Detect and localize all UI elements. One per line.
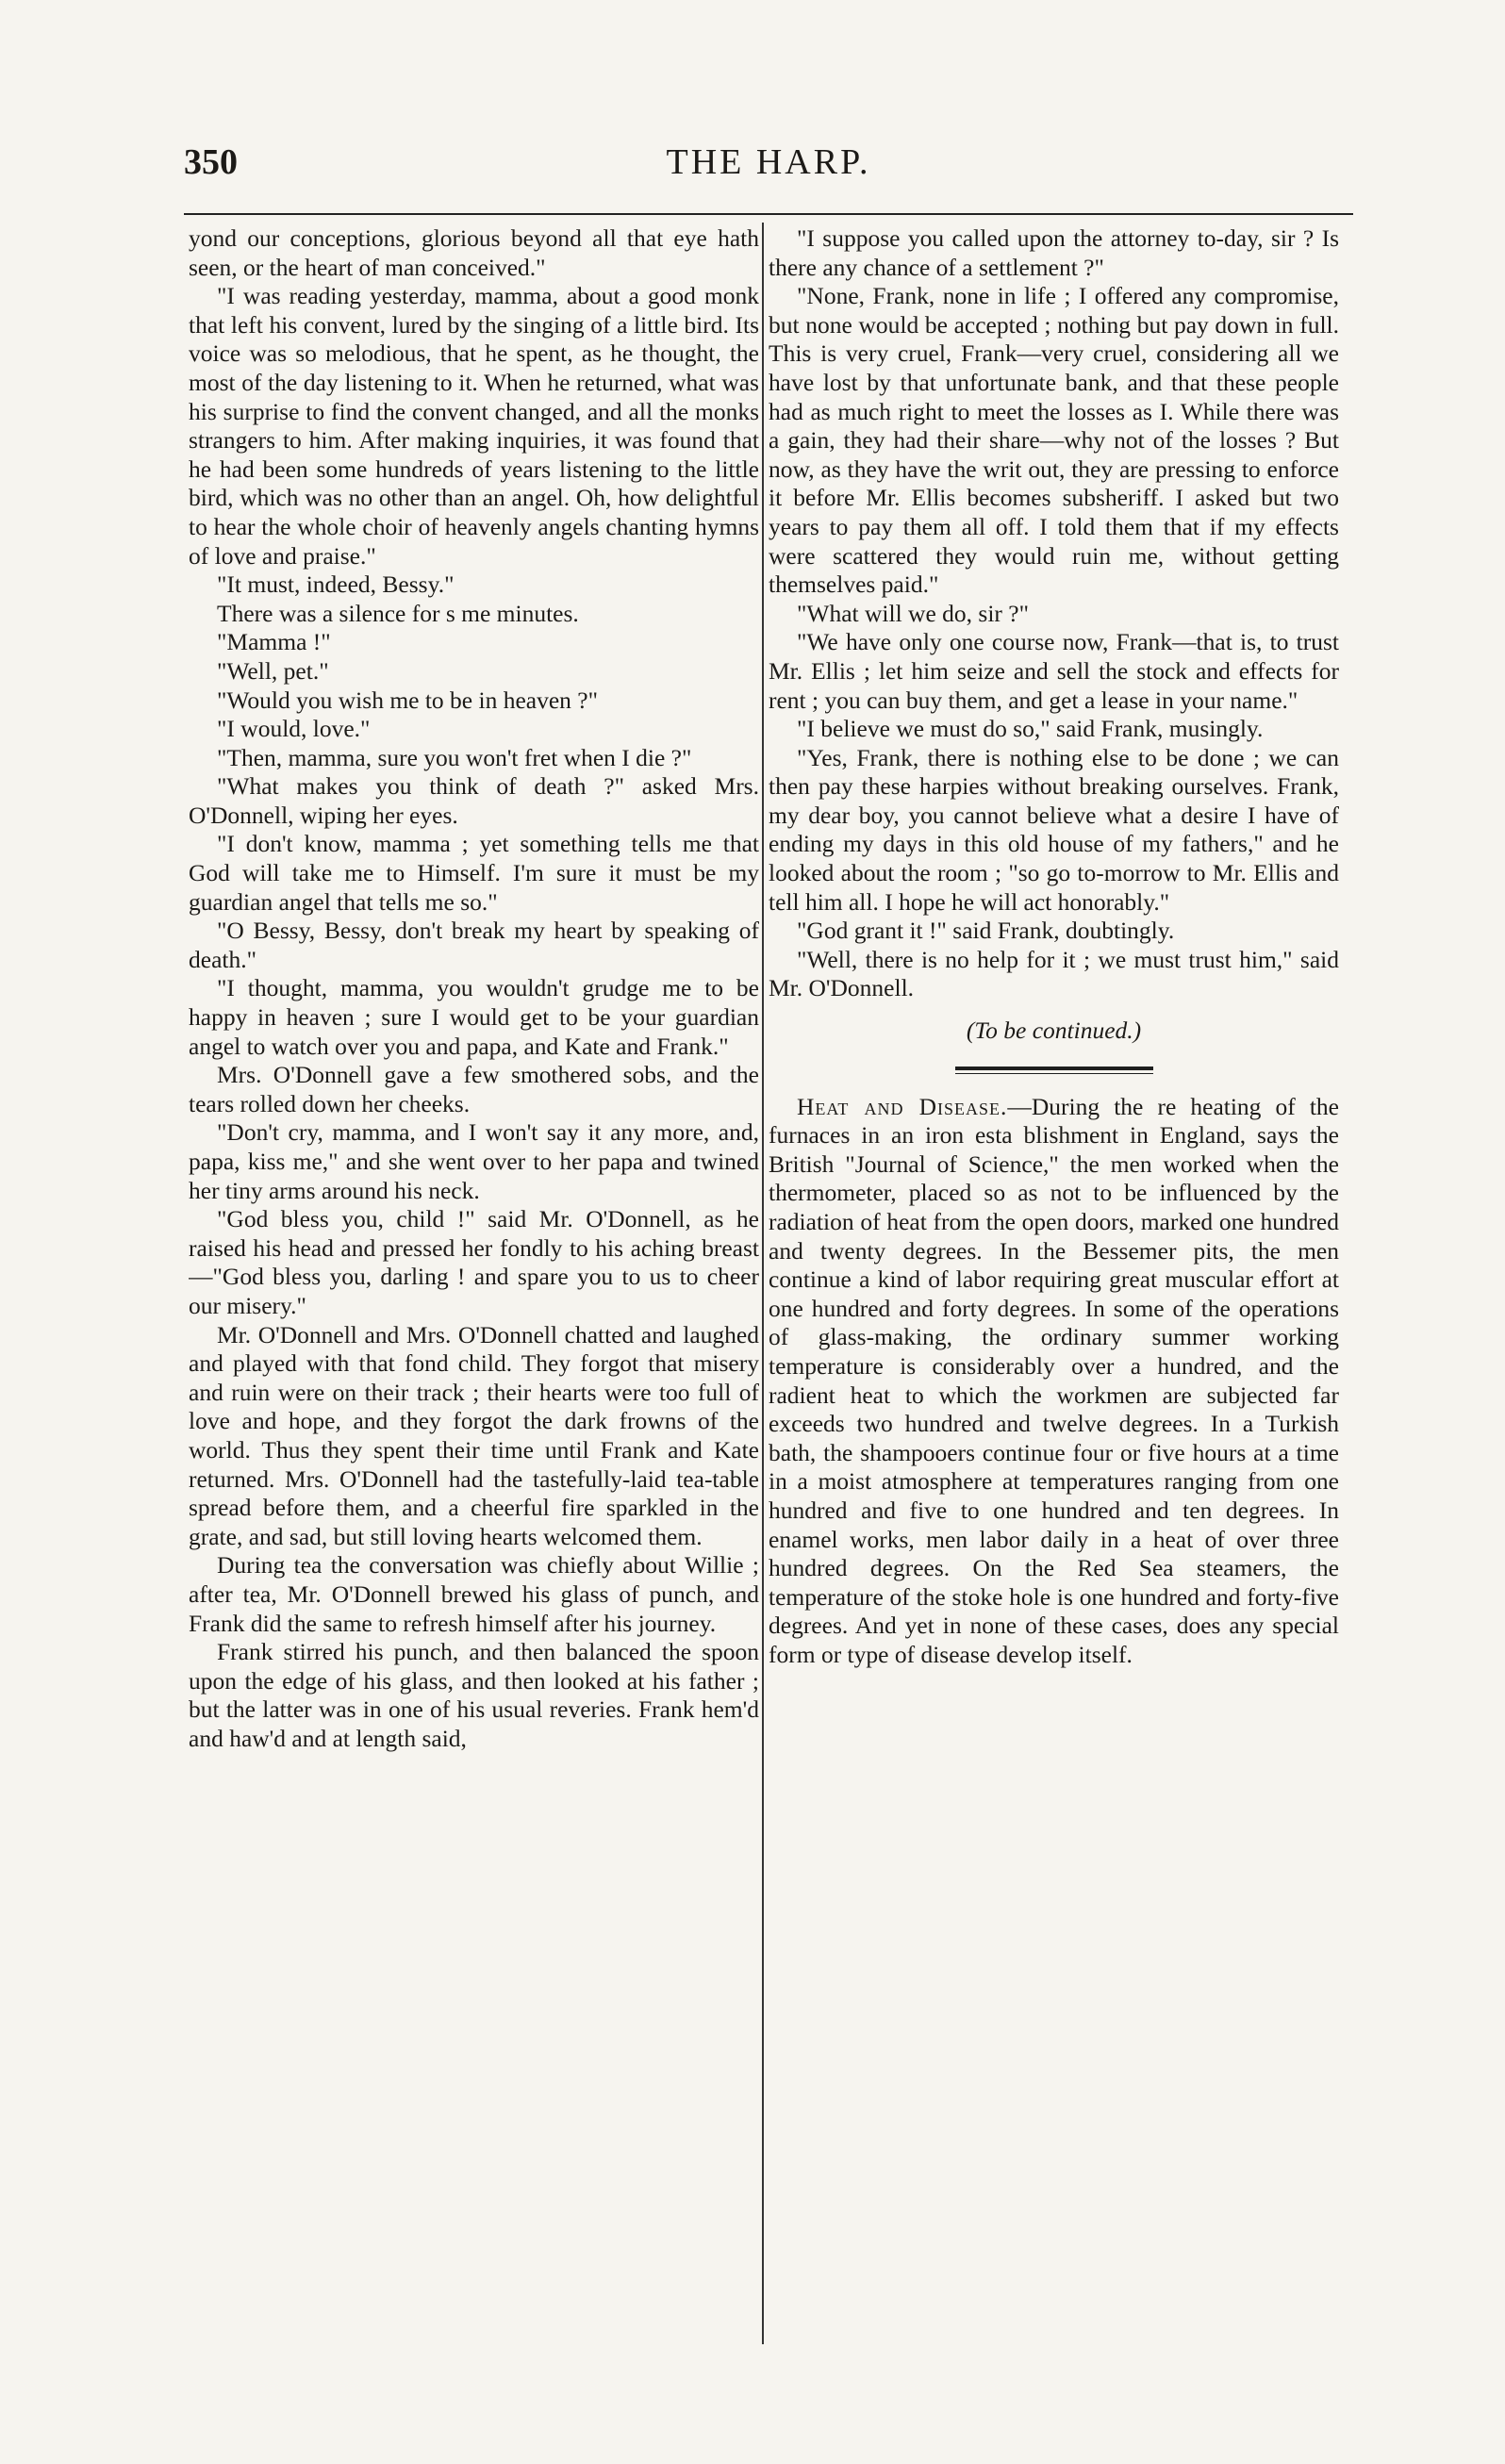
paragraph: "Don't cry, mamma, and I won't say it any more, and, papa, kiss me," and she went over to her papa and twined her tiny arms around his neck. bbox=[189, 1118, 759, 1204]
header-rule bbox=[184, 213, 1353, 215]
paragraph: "O Bessy, Bessy, don't break my heart by speaking of death." bbox=[189, 917, 759, 973]
right-column bbox=[769, 224, 1339, 2346]
paragraph: "Mamma !" bbox=[217, 628, 331, 656]
paragraph: "I suppose you called upon the attorney to-day, sir ? Is there any chance of a settlement ?" bbox=[769, 224, 1339, 281]
running-title: THE HARP. bbox=[666, 142, 871, 182]
article-body: —During the re heating of the furnaces in an iron esta blishment in England, says the British "Journal of Science," the men worked when the thermometer, placed so as not to be influenced by the radiation of heat from the open doors, marked one hundred and twenty degrees. In the Bessemer pits, the men continue a kind of labor requiring great muscular effort at one hundred and forty degrees. In some of the operations of glass-making, the ordinary summer working temperature is considerably over a hundred, and the radient heat to which the workmen are subjected far exceeds two hundred and twelve degrees. In a Turkish bath, the shampooers continue four or five hours at a time in a moist atmosphere at temperatures ranging from one hundred and five to one hundred and ten degrees. In enamel works, men labor daily in a heat of over three hundred degrees. On the Red Sea steamers, the temperature of the stoke hole is one hundred and forty-five degrees. And yet in none of these cases, does any special form or type of disease develop itself. bbox=[769, 1092, 1339, 1668]
paragraph: "Would you wish me to be in heaven ?" bbox=[217, 686, 599, 714]
paragraph: "I don't know, mamma ; yet something tells me that God will take me to Himself. I'm sure it must be my guardian angel that tells me so." bbox=[189, 830, 759, 916]
paragraph: "Well, pet." bbox=[217, 656, 329, 685]
left-column bbox=[189, 224, 759, 2346]
paragraph: "Yes, Frank, there is nothing else to be done ; we can then pay these harpies without breaking ourselves. Frank, my dear boy, you cannot believe what a desire I have of ending my days in this old house of my fathers," and he looked about the room ; "so go to-morrow to Mr. Ellis and tell him all. I hope he will act honorably." bbox=[769, 743, 1339, 916]
section-divider bbox=[955, 1067, 1153, 1074]
paragraph: Mrs. O'Donnell gave a few smothered sobs, and the tears rolled down her cheeks. bbox=[189, 1061, 759, 1117]
paragraph: There was a silence for s me minutes. bbox=[217, 599, 579, 627]
divider-thick-rule bbox=[955, 1067, 1153, 1070]
paragraph: "I believe we must do so," said Frank, musingly. bbox=[797, 715, 1264, 743]
paragraph: Mr. O'Donnell and Mrs. O'Donnell chatted and laughed and played with that fond child. They forgot that misery and ruin were on their track ; their hearts were too full of love and hope, and they forgot the dark frowns of the world. Thus they spent their time until Frank and Kate returned. Mrs. O'Donnell had the tastefully-laid tea-table spread before them, and a cheerful fire sparkled in the grate, and sad, but still loving hearts welcomed them. bbox=[189, 1320, 759, 1550]
paragraph: "God grant it !" said Frank, doubtingly. bbox=[797, 917, 1175, 945]
paragraph: "We have only one course now, Frank—that is, to trust Mr. Ellis ; let him seize and sell the stock and effects for rent ; you can buy them, and get a lease in your name." bbox=[769, 628, 1339, 714]
article-paragraph bbox=[769, 1093, 1339, 1670]
paragraph: "It must, indeed, Bessy." bbox=[217, 571, 455, 599]
paragraph: Frank stirred his punch, and then balanced the spoon upon the edge of his glass, and then looked at his father ; but the latter was in one of his usual reveries. Frank hem'd and haw'd and at length said, bbox=[189, 1638, 759, 1752]
paragraph: "I was reading yesterday, mamma, about a good monk that left his convent, lured by the singing of a little bird. Its voice was so melodious, that he spent, as he thought, the most of the day listening to it. When he returned, what was his surprise to find the convent changed, and all the monks strangers to him. After making inquiries, it was found that he had been some hundreds of years listening to the little bird, which was no other than an angel. Oh, how delightful to hear the whole choir of heavenly angels chanting hymns of love and praise." bbox=[189, 282, 759, 570]
paragraph: "What makes you think of death ?" asked Mrs. O'Donnell, wiping her eyes. bbox=[189, 772, 759, 829]
paragraph: "What will we do, sir ?" bbox=[797, 599, 1030, 627]
article-heading: Heat and Disease. bbox=[797, 1092, 1008, 1120]
page-header bbox=[184, 141, 1353, 198]
paragraph: "I would, love." bbox=[217, 715, 371, 743]
paragraph: "I thought, mamma, you wouldn't grudge me to be happy in heaven ; sure I would get to be your guardian angel to watch over you and papa, and Kate and Frank." bbox=[189, 974, 759, 1060]
page-number: 350 bbox=[184, 142, 238, 182]
paragraph: "Then, mamma, sure you won't fret when I die ?" bbox=[217, 743, 692, 771]
paragraph: "None, Frank, none in life ; I offered any compromise, but none would be accepted ; nothing but pay down in full. This is very cruel, Frank—very cruel, considering all we have lost by that unfortunate bank, and that these people had as much right to meet the losses as I. While there was a gain, they had their share—why not of the losses ? But now, as they have the writ out, they are pressing to enforce it before Mr. Ellis becomes subsheriff. I asked but two years to pay them all off. I told them that if my effects were scattered they would ruin me, without getting themselves paid." bbox=[769, 282, 1339, 599]
to-be-continued: (To be continued.) bbox=[966, 1017, 1142, 1045]
paragraph: yond our conceptions, glorious beyond all that eye hath seen, or the heart of man conceived." bbox=[189, 224, 759, 281]
paragraph: "God bless you, child !" said Mr. O'Donnell, as he raised his head and pressed her fondly to his aching breast—"God bless you, darling ! and spare you to us to cheer our misery." bbox=[189, 1205, 759, 1319]
paragraph: During tea the conversation was chiefly about Willie ; after tea, Mr. O'Donnell brewed his glass of punch, and Frank did the same to refresh himself after his journey. bbox=[189, 1551, 759, 1637]
divider-thin-rule bbox=[955, 1073, 1153, 1074]
column-rule bbox=[762, 223, 764, 2344]
paragraph: "Well, there is no help for it ; we must trust him," said Mr. O'Donnell. bbox=[769, 945, 1339, 1002]
